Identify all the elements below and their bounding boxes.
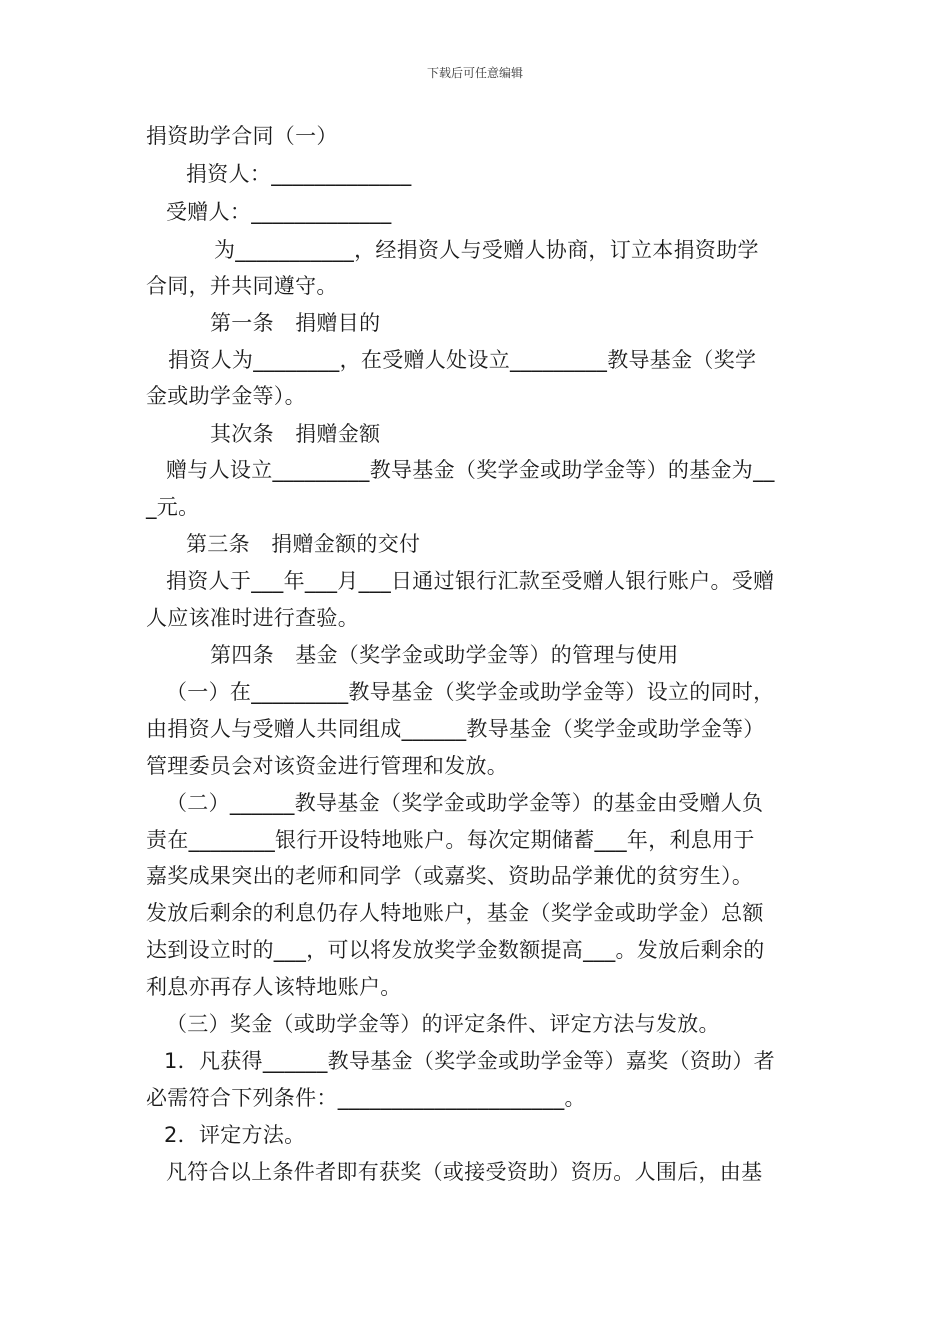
paragraph-line: （二）______教导基金（奖学金或助学金等）的基金由受赠人负 <box>166 791 764 815</box>
paragraph-line: 由捐资人与受赠人共同组成______教导基金（奖学金或助学金等） <box>146 717 765 741</box>
page-header: 下载后可任意编辑 <box>426 66 523 80</box>
article-heading: 第三条 捐赠金额的交付 <box>186 532 421 556</box>
paragraph-line: （三）奖金（或助学金等）的评定条件、评定方法与发放。 <box>166 1012 720 1036</box>
paragraph-line: 2．评定方法。 <box>164 1123 306 1147</box>
paragraph-line: 1．凡获得______教导基金（奖学金或助学金等）嘉奖（资助）者 <box>164 1049 775 1073</box>
paragraph-line: 金或助学金等）。 <box>146 384 306 408</box>
article-heading: 第一条 捐赠目的 <box>210 311 381 335</box>
paragraph-line: 捐资人于___年___月___日通过银行汇款至受赠人银行账户。受赠 <box>166 569 775 593</box>
paragraph-line: 责在________银行开设特地账户。每次定期储蓄___年，利息用于 <box>146 828 755 852</box>
article-heading: 其次条 捐赠金额 <box>210 422 381 446</box>
paragraph-line: 发放后剩余的利息仍存人特地账户，基金（奖学金或助学金）总额 <box>146 901 764 925</box>
paragraph-line: 赠与人设立_________教导基金（奖学金或助学金等）的基金为__ <box>166 458 775 482</box>
paragraph-line: 管理委员会对该资金进行管理和发放。 <box>146 754 509 778</box>
paragraph-line: 必需符合下列条件：_____________________。 <box>146 1086 586 1110</box>
paragraph-line: （一）在_________教导基金（奖学金或助学金等）设立的同时， <box>166 680 775 704</box>
contract-title: 捐资助学合同（一） <box>146 124 338 148</box>
paragraph-line: 凡符合以上条件者即有获奖（或接受资助）资历。人围后，由基 <box>166 1160 763 1184</box>
donor-field: 捐资人：_____________ <box>186 162 412 186</box>
paragraph-line: 捐资人为________，在受赠人处设立_________教导基金（奖学 <box>168 348 757 372</box>
paragraph-line: 为___________，经捐资人与受赠人协商，订立本捐资助学 <box>214 238 759 262</box>
recipient-field: 受赠人：_____________ <box>166 200 392 224</box>
paragraph-line: _元。 <box>146 495 200 519</box>
paragraph-line: 人应该准时进行查验。 <box>146 606 359 630</box>
paragraph-line: 利息亦再存人该特地账户。 <box>146 975 402 999</box>
paragraph-line: 合同，并共同遵守。 <box>146 274 338 298</box>
paragraph-line: 嘉奖成果突出的老师和同学（或嘉奖、资助品学兼优的贫穷生）。 <box>146 864 754 888</box>
article-heading: 第四条 基金（奖学金或助学金等）的管理与使用 <box>210 643 679 667</box>
paragraph-line: 达到设立时的___，可以将发放奖学金数额提高___。发放后剩余的 <box>146 938 765 962</box>
